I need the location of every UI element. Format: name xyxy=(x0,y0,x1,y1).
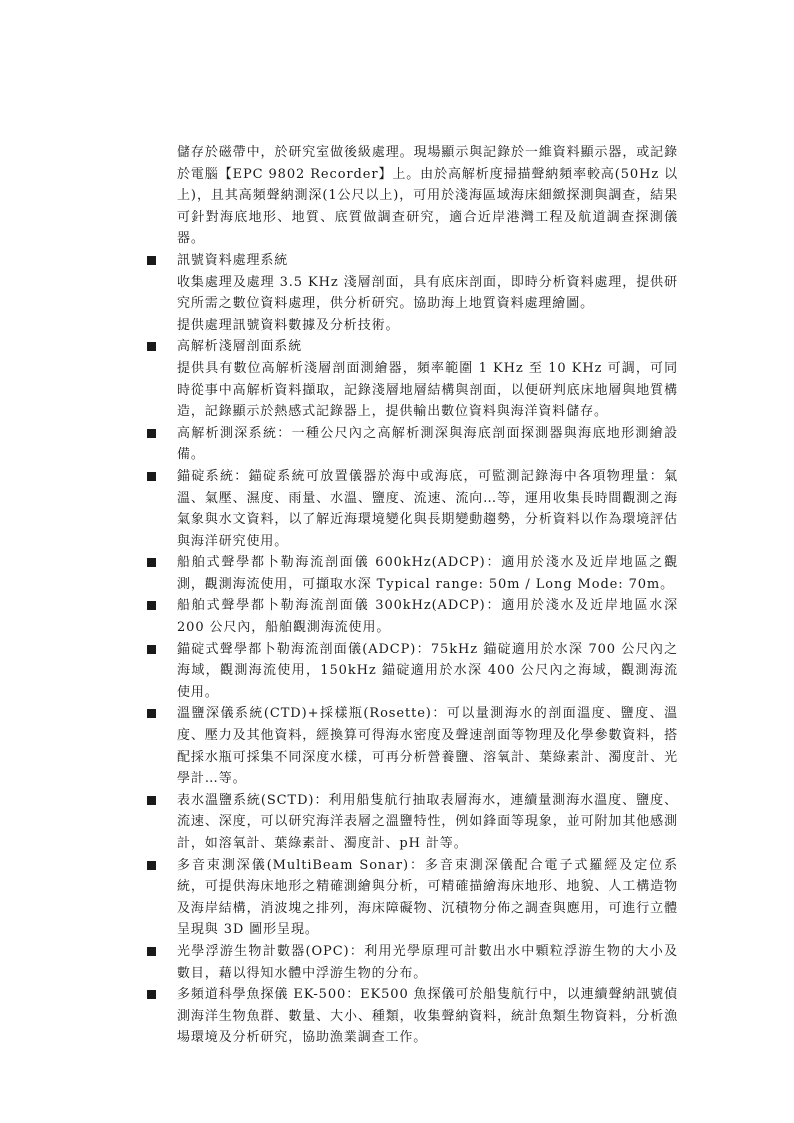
item-title: 高解析測深系統：一種公尺內之高解析測深與海底剖面探測器與海底地形測繪設備。 xyxy=(177,425,678,463)
item-detail: 提供處理訊號資料數據及分析技術。 xyxy=(177,317,400,333)
item-title: 船舶式聲學都卜勒海流剖面儀 600kHz(ADCP)：適用於淺水及近岸地區之觀測，觀測海流使用，可擷取水深 Typical range: 50m / Long Mode: 70m。 xyxy=(177,555,678,592)
list-item xyxy=(150,703,678,789)
bullet-square-icon xyxy=(147,645,156,654)
item-title: 高解析淺層剖面系統 xyxy=(177,339,303,355)
item-title: 訊號資料處理系統 xyxy=(177,252,289,268)
bullet-square-icon xyxy=(147,601,156,610)
item-title: 光學浮游生物計數器(OPC)：利用光學原理可計數出水中顆粒浮游生物的大小及數目，藉以得知水體中浮游生物的分布。 xyxy=(177,943,678,981)
item-title: 多頻道科學魚探儀 EK-500：EK500 魚探儀可於船隻航行中，以連續聲納訊號偵測海洋生物魚群、數量、大小、種類，收集聲納資料，統計魚類生物資料，分析漁場環境及分析研究，協助漁業調查工作。 xyxy=(177,987,678,1046)
bullet-square-icon xyxy=(147,947,156,956)
list-item xyxy=(150,595,678,638)
list-item xyxy=(150,790,678,855)
list-item xyxy=(150,941,678,984)
bullet-square-icon xyxy=(147,558,156,567)
bullet-square-icon xyxy=(147,429,156,438)
list-item xyxy=(150,639,678,704)
item-title: 多音束測深儀(MultiBeam Sonar)：多音束測深儀配合電子式羅經及定位系統，可提供海床地形之精確測繪與分析，可精確描繪海床地形、地貌、人工構造物及海岸結構，消波塊之排列，海床障礙物、沉積物分佈之調查與應用，可進行立體呈現與 3D 圖形呈現。 xyxy=(177,857,678,938)
list-item xyxy=(150,466,678,552)
item-detail: 提供具有數位高解析淺層剖面測繪器，頻率範圍 1 KHz 至 10 KHz 可調，可同時從事中高解析資料擷取，記錄淺層地層結構與剖面，以便研判底床地層與地質構造，記錄顯示於熱感式記錄器上，提供輸出數位資料與海洋資料儲存。 xyxy=(177,360,678,420)
bullet-square-icon xyxy=(147,709,156,718)
equipment-list xyxy=(150,250,678,1049)
list-item xyxy=(150,855,678,941)
bullet-square-icon xyxy=(147,861,156,870)
item-title: 錨碇式聲學都卜勒海流剖面儀(ADCP)：75kHz 錨碇適用於水深 700 公尺內之海域，觀測海流使用，150kHz 錨碇適用於水深 400 公尺內之海域，觀測海流使用。 xyxy=(177,641,678,700)
item-title: 溫鹽深儀系統(CTD)+採樣瓶(Rosette)：可以量測海水的剖面溫度、鹽度、溫度、壓力及其他資料，經換算可得海水密度及聲速剖面等物理及化學參數資料，搭配採水瓶可採集不同深度水樣，可再分析營養鹽、溶氧計、葉綠素計、濁度計、光學計…等。 xyxy=(177,706,678,787)
bullet-square-icon xyxy=(147,990,156,999)
item-detail: 收集處理及處理 3.5 KHz 淺層剖面，具有底床剖面，即時分析資料處理，提供研究所需之數位資料處理，供分析研究。協助海上地質資料處理繪圖。 xyxy=(177,274,678,312)
item-title: 船舶式聲學都卜勒海流剖面儀 300kHz(ADCP)：適用於淺水及近岸地區水深 200 公尺內，船舶觀測海流使用。 xyxy=(177,598,678,636)
bullet-square-icon xyxy=(147,342,156,351)
list-item xyxy=(150,552,678,595)
bullet-square-icon xyxy=(147,796,156,805)
list-item xyxy=(150,423,678,466)
list-item xyxy=(150,250,678,336)
item-title: 表水溫鹽系統(SCTD)：利用船隻航行抽取表層海水，連續量測海水溫度、鹽度、流速、深度，可以研究海洋表層之溫鹽特性，例如鋒面等現象，並可附加其他感測計，如溶氧計、葉綠素計、濁度計、pH 計等。 xyxy=(177,792,678,851)
item-title: 錨碇系統：錨碇系統可放置儀器於海中或海底，可監測記錄海中各項物理量：氣溫、氣壓、濕度、雨量、水溫、鹽度、流速、流向…等，運用收集長時間觀測之海氣象與水文資料，以了解近海環境變化與長期變動趨勢，分析資料以作為環境評估與海洋研究使用。 xyxy=(177,468,678,549)
intro-paragraph: 儲存於磁帶中，於研究室做後級處理。現場顯示與記錄於一維資料顯示器，或記錄於電腦【EPC 9802 Recorder】上。由於高解析度掃描聲納頻率較高(50Hz 以上)，且其高頻聲納測深(1公尺以上)，可用於淺海區域海床細緻探測與調查，結果可針對海底地形、地質、底質做調查研究，適合近岸港灣工程及航道調查探測儀器。 xyxy=(177,145,678,247)
list-item xyxy=(150,984,678,1049)
bullet-square-icon xyxy=(147,472,156,481)
bullet-square-icon xyxy=(147,256,156,265)
document-body xyxy=(150,142,678,1049)
list-item xyxy=(150,336,678,422)
